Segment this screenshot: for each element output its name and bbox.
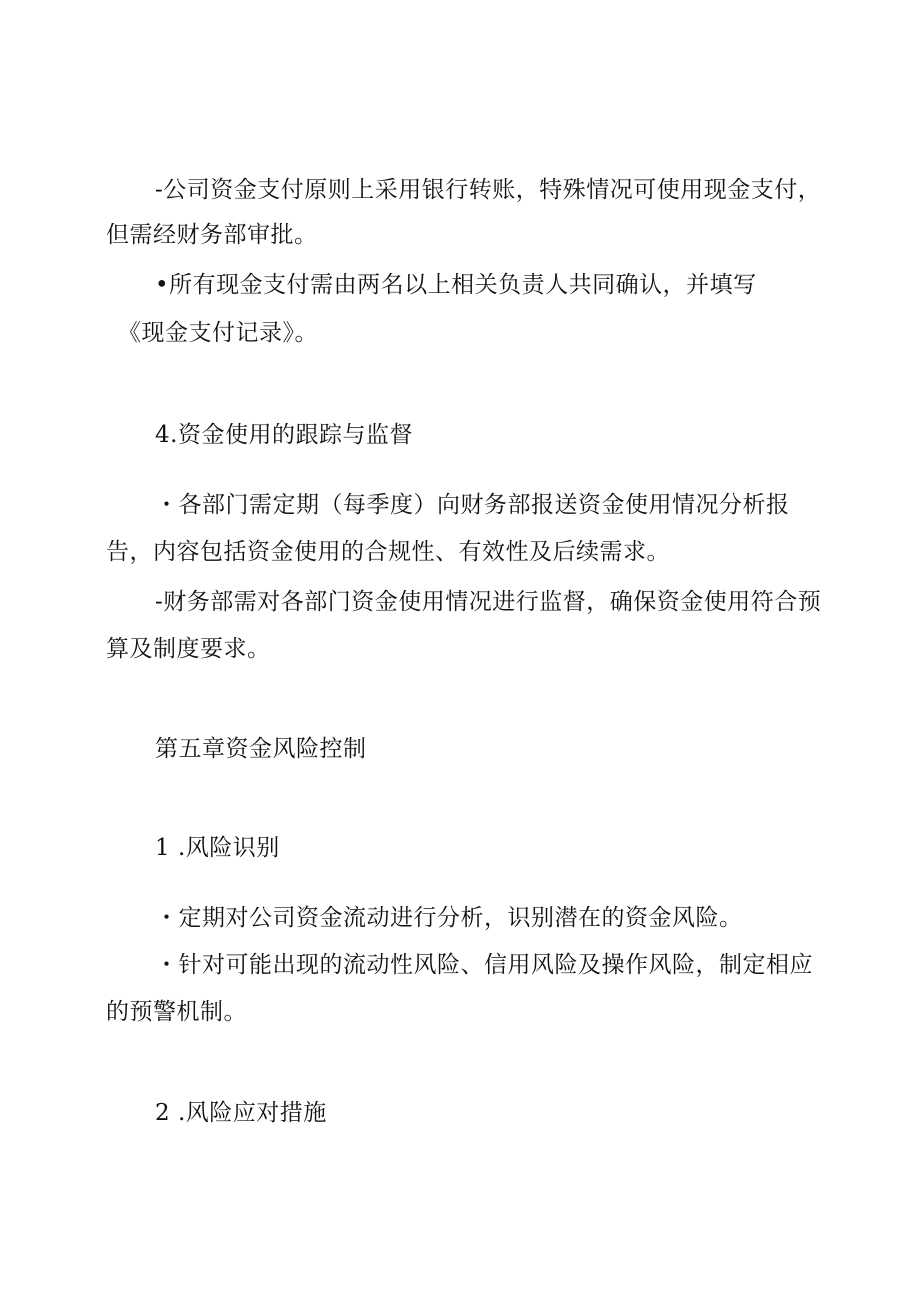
paragraph-line: ・针对可能出现的流动性风险、信用风险及操作风险，制定相应: [155, 952, 813, 978]
section-heading: 1 .风险识别: [155, 835, 280, 861]
paragraph-line: •所有现金支付需由两名以上相关负责人共同确认，并填写: [155, 272, 757, 298]
paragraph-line: -公司资金支付原则上采用银行转账，特殊情况可使用现金支付，: [155, 177, 822, 203]
paragraph-line: 告，内容包括资金使用的合规性、有效性及后续需求。: [106, 539, 670, 565]
paragraph-line: ・定期对公司资金流动进行分析，识别潜在的资金风险。: [155, 905, 743, 931]
paragraph-line: 《现金支付记录》。: [118, 320, 318, 346]
section-heading: 2 .风险应对措施: [155, 1100, 327, 1126]
paragraph-line: 的预警机制。: [106, 999, 247, 1025]
paragraph-line: ・各部门需定期（每季度）向财务部报送资金使用情况分析报: [155, 492, 790, 518]
chapter-heading: 第五章资金风险控制: [155, 736, 367, 762]
paragraph-line: 但需经财务部审批。: [106, 222, 318, 248]
paragraph-line: -财务部需对各部门资金使用情况进行监督，确保资金使用符合预: [155, 589, 822, 615]
paragraph-line: 算及制度要求。: [106, 636, 271, 662]
section-heading: 4.资金使用的跟踪与监督: [155, 422, 413, 448]
